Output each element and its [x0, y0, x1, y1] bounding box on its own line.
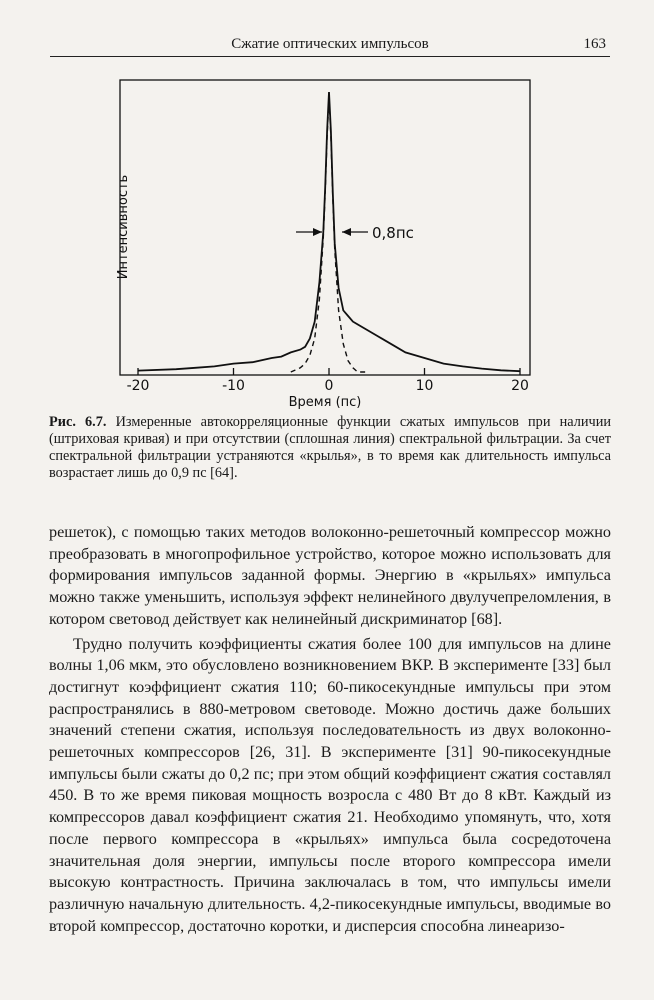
- x-tick-label: 10: [415, 378, 434, 394]
- width-arrowhead-left: [313, 228, 322, 236]
- x-axis-label: Время (пс): [288, 395, 362, 410]
- running-header: [50, 34, 610, 56]
- series-line-dashed: [291, 98, 367, 372]
- y-axis-label: Интенсивность: [116, 174, 131, 280]
- series-line-solid: [138, 92, 520, 371]
- header-title: Сжатие оптических импульсов: [231, 36, 429, 52]
- paragraph-1: решеток), с помощью таких методов волоконно-решеточный компрессор можно преобразовать в многопрофильное устройство, которое можно использовать для формирования импульсов заданной формы. Энергию в «крыльях» импульса можно также уменьшить, используя эффект нелинейного двулучепреломления, в котором световод действует как нелинейный дискриминатор [68].: [49, 523, 611, 628]
- header-rule: [50, 56, 610, 57]
- width-annotation: 0,8пс: [372, 224, 414, 242]
- caption-text: Измеренные автокорреляционные функции сжатых импульсов при наличии (штриховая кривая) и при отсутствии (сплошная линия) спектральной фильтрации. За счет спектральной фильтрации устраняются «крылья», в то время как длительность импульса возрастает лишь до 0,9 пс [64].: [49, 414, 611, 481]
- page-number: 163: [583, 36, 606, 52]
- paragraph-2: Трудно получить коэффициенты сжатия более 100 для импульсов на длине волны 1,06 мкм, это обусловлено возникновением ВКР. В эксперименте [33] был достигнут коэффициент сжатия 110; 60-пикосекундные импульсы при этом распространялись в 880-метровом световоде. Можно достичь даже больших значений степени сжатия, используя последовательность из двух волоконно-решеточных компрессоров [26, 31]. В эксперименте [31] 90-пикосекундные импульсы были сжаты до 0,2 пс; при этом общий коэффициент сжатия составлял 450. В то же время пиковая мощность возросла с 480 Вт до 8 кВт. Каждый из компрессоров давал коэффициент сжатия 21. Необходимо упомянуть, что, хотя после первого компрессора в «крыльях» импульса была сосредоточена значительная доля энергии, импульсы после второго компрессора имели высокую контрастность. Причина заключалась в том, что импульсы имели различную начальную длительность. 4,2-пикосекундные импульсы, вводимые во второй компрессор, достаточно коротки, и дисперсия способна линеаризо-: [49, 634, 611, 935]
- width-arrowhead-right: [342, 228, 351, 236]
- x-tick-label: 20: [511, 378, 529, 394]
- x-tick-label: -20: [126, 378, 150, 394]
- figure-caption: [49, 414, 611, 482]
- x-tick-label: 0: [324, 378, 334, 394]
- caption-label: Рис. 6.7.: [49, 414, 107, 430]
- autocorrelation-figure: [110, 72, 550, 412]
- x-tick-label: -10: [222, 378, 245, 394]
- plot-frame: [120, 80, 530, 375]
- body-text: [49, 522, 611, 937]
